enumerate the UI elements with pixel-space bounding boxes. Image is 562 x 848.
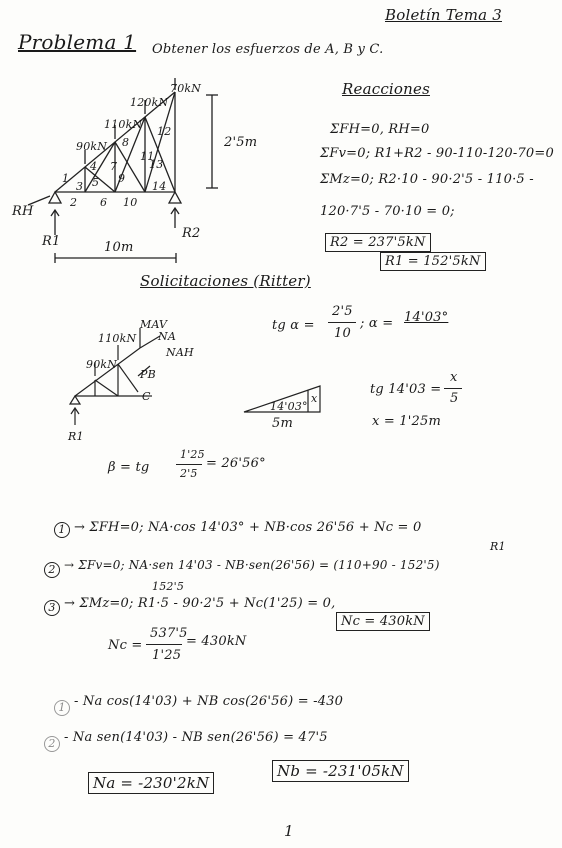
alpha-result: 14'03° [404, 310, 449, 325]
na-result-box: Na = -230'2kN [88, 772, 214, 794]
span-dimension: 10m [104, 240, 134, 255]
reaction-rh-label: RH [12, 204, 34, 219]
member-number: 3 [76, 180, 84, 193]
equation-number-3: 3 [44, 600, 60, 616]
nc-result-box: Nc = 430kN [336, 612, 430, 631]
tg-1403-denominator: 5 [450, 391, 459, 406]
section-mav-label: MAV [140, 318, 168, 331]
member-number: 11 [140, 150, 155, 163]
tg-alpha-label: tg α = [272, 318, 315, 333]
alpha-result-prefix: ; α = [360, 316, 394, 331]
eq3-note: 152'5 [152, 580, 185, 593]
system-equation-2: - Na sen(14'03) - NB sen(26'56) = 47'5 [64, 730, 328, 745]
section-c-label: C [142, 390, 151, 403]
member-number: 4 [90, 160, 98, 173]
reaction-equation: 120·7'5 - 70·10 = 0; [320, 204, 455, 219]
solicitaciones-title: Solicitaciones (Ritter) [140, 272, 311, 290]
nc-result: = 430kN [186, 634, 247, 649]
fraction-bar [176, 464, 202, 465]
nc-numerator: 537'5 [150, 626, 188, 641]
triangle-base: 5m [272, 416, 293, 431]
member-number: 6 [100, 196, 108, 209]
load-label-120: 120kN [130, 96, 169, 109]
member-number: 7 [110, 160, 118, 173]
nc-label: Nc = [108, 638, 143, 653]
section-pb-label: PB [140, 368, 156, 381]
system-number-1: 1 [54, 700, 70, 716]
section-r1-label: R1 [68, 430, 84, 443]
beta-denominator: 2'5 [180, 467, 198, 480]
load-label-90: 90kN [76, 140, 108, 153]
member-number: 2 [70, 196, 78, 209]
reaction-r2-label: R2 [182, 226, 201, 241]
equation-3: → ΣMz=0; R1·5 - 90·2'5 + Nc(1'25) = 0, [64, 596, 336, 611]
equation-number-1: 1 [54, 522, 70, 538]
member-number: 13 [149, 158, 164, 171]
x-result: x = 1'25m [372, 414, 442, 429]
reaction-equation: ΣFH=0, RH=0 [330, 122, 430, 137]
load-label-70: 70kN [170, 82, 202, 95]
reacciones-title: Reacciones [342, 80, 430, 98]
problem-title: Problema 1 [18, 30, 137, 54]
nb-result-box: Nb = -231'05kN [272, 760, 409, 782]
reaction-equation: ΣMz=0; R2·10 - 90·2'5 - 110·5 - [320, 172, 534, 187]
nc-denominator: 1'25 [152, 648, 182, 663]
reaction-equation: ΣFv=0; R1+R2 - 90-110-120-70=0 [320, 146, 554, 161]
equation-1: → ΣFH=0; NA·cos 14'03° + NB·cos 26'56 + Nc = 0 [74, 520, 422, 535]
page-number: 1 [284, 822, 294, 840]
problem-statement: Obtener los esfuerzos de A, B y C. [152, 42, 384, 57]
beta-numerator: 1'25 [180, 448, 205, 461]
member-number: 1 [62, 172, 70, 185]
fraction-bar [146, 644, 182, 645]
triangle-angle: 14'03° [270, 400, 308, 413]
tg-1403-label: tg 14'03 = [370, 382, 442, 397]
height-dimension: 2'5m [224, 135, 258, 150]
beta-label: β = tg [108, 460, 150, 475]
member-number: 8 [122, 136, 130, 149]
beta-result: = 26'56° [206, 456, 266, 471]
reaction-r1-label: R1 [42, 234, 61, 249]
tg-alpha-numerator: 2'5 [332, 304, 353, 319]
section-na-label: NA [158, 330, 176, 343]
section-load-110: 110kN [98, 332, 137, 345]
section-nah-label: NAH [166, 346, 194, 359]
member-number: 14 [152, 180, 167, 193]
section-load-90: 90kN [86, 358, 118, 371]
tg-alpha-denominator: 10 [334, 326, 351, 341]
tg-1403-numerator: x [450, 370, 458, 385]
triangle-side: x [311, 392, 318, 405]
bulletin-title: Boletín Tema 3 [385, 6, 502, 24]
member-number: 5 [92, 176, 100, 189]
system-equation-1: - Na cos(14'03) + NB cos(26'56) = -430 [74, 694, 344, 709]
member-number: 9 [118, 172, 126, 185]
equation-number-2: 2 [44, 562, 60, 578]
member-number: 10 [123, 196, 138, 209]
r2-result-box: R2 = 237'5kN [325, 233, 431, 252]
system-number-2: 2 [44, 736, 60, 752]
load-label-110: 110kN [104, 118, 143, 131]
equation-2: → ΣFv=0; NA·sen 14'03 - NB·sen(26'56) = (110+90 - 152'5) [64, 558, 440, 572]
r1-result-box: R1 = 152'5kN [380, 252, 486, 271]
member-number: 12 [157, 125, 172, 138]
eq2-note: R1 [490, 540, 506, 553]
